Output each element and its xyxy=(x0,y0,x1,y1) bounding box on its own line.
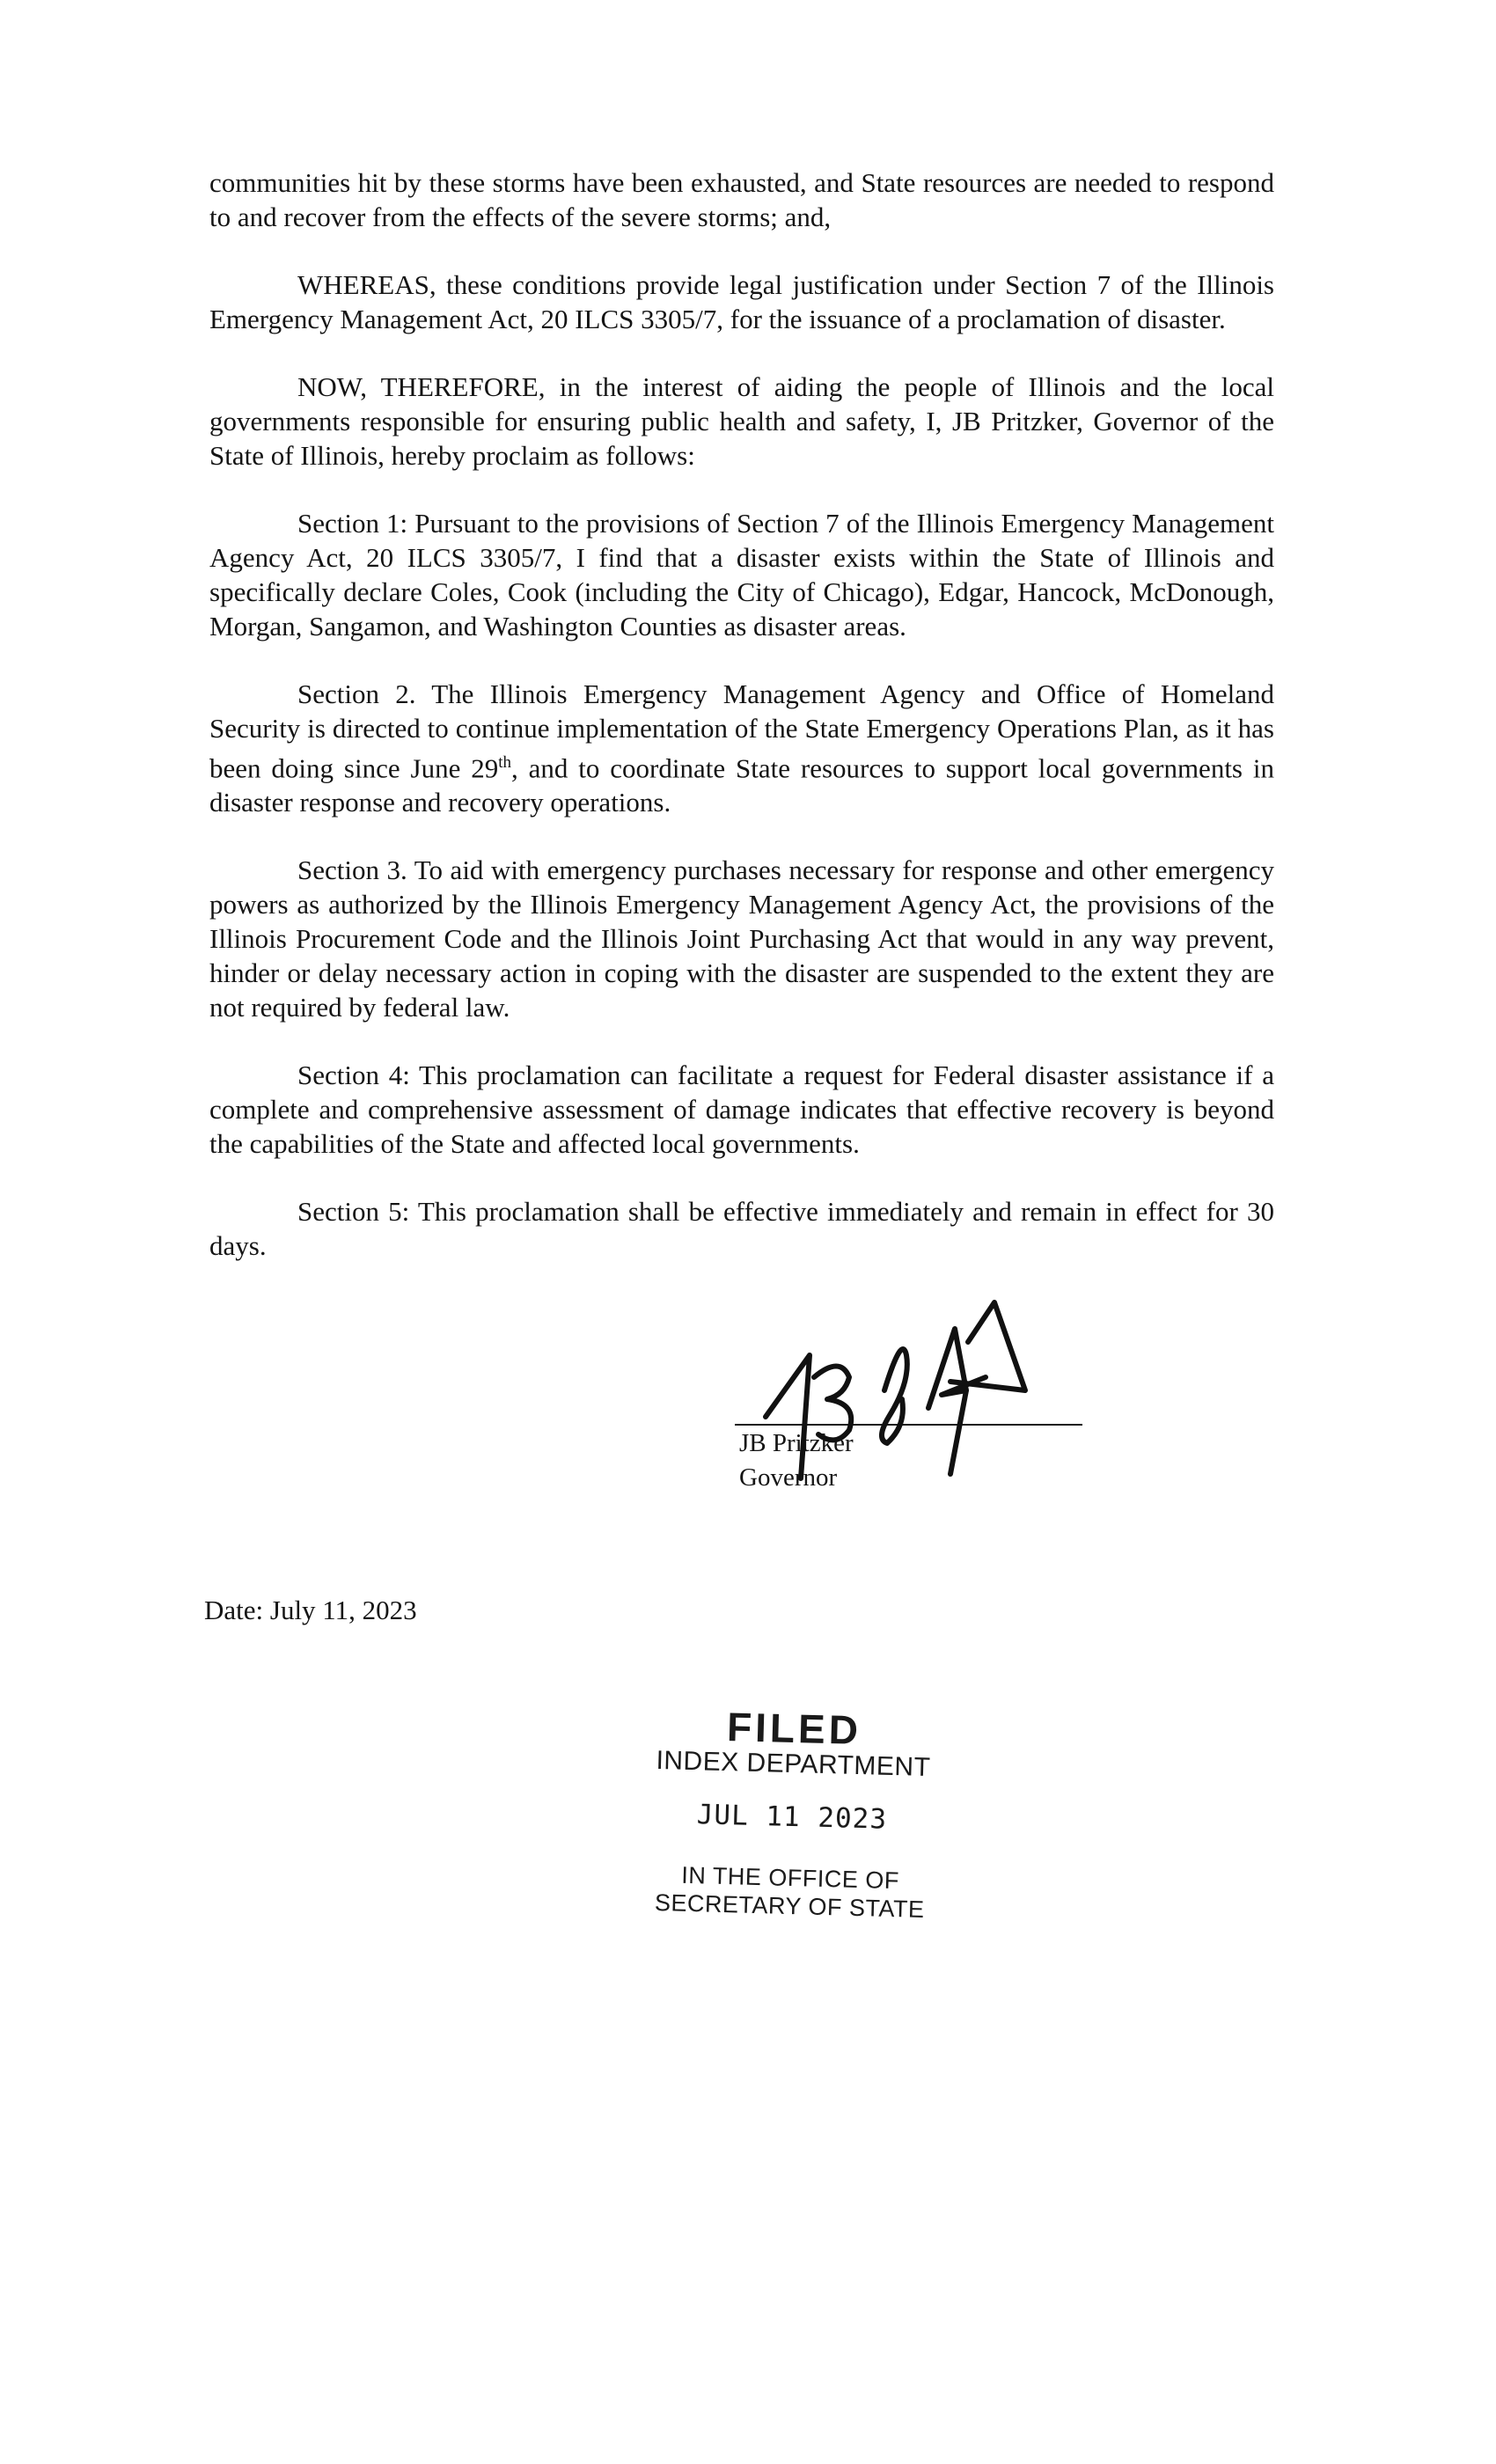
paragraph-section-2 xyxy=(209,677,1274,819)
paragraph-section-3: Section 3. To aid with emergency purchases necessary for response and other emergency powers as authorized by the Illinois Emergency Management Agency Act, the provisions of the Illinois Procurement Code and the Illinois Joint Purchasing Act that would in any way prevent, hinder or delay necessary action in coping with the disaster are suspended to the extent they are not required by federal law. xyxy=(209,854,1274,1023)
section-2-text: Section 2. The Illinois Emergency Management Agency and Office of Homeland Security is directed to continue implementation of the State Emergency Operations Plan, as it has been doing since June 29 xyxy=(209,678,1274,784)
stamp-department: INDEX DEPARTMENT xyxy=(656,1745,931,1783)
filed-stamp xyxy=(631,1703,953,1924)
stamp-date: JUL 11 2023 xyxy=(696,1799,888,1836)
paragraph-section-5: Section 5: This proclamation shall be effective immediately and remain in effect for 30 days. xyxy=(209,1196,1274,1262)
section-2-text-end: , and to coordinate State resources to support local governments in disaster response and recovery operations. xyxy=(209,752,1274,818)
paragraph-section-1: Section 1: Pursuant to the provisions of Section 7 of the Illinois Emergency Management Agency Act, 20 ILCS 3305/7, I find that a disaster exists within the State of Illinois and specifically declare Coles, Cook (including the City of Chicago), Edgar, Hancock, McDonough, Morgan, Sangamon, and Washington Counties as disaster areas. xyxy=(209,508,1274,642)
signature-block xyxy=(730,1294,1100,1496)
signer-name: JB Pritzker xyxy=(739,1429,854,1457)
date-line: Date: July 11, 2023 xyxy=(204,1595,417,1625)
signer-title: Governor xyxy=(739,1463,838,1492)
paragraph-continuation: communities hit by these storms have been exhausted, and State resources are needed to respond to and recover from the effects of the severe storms; and, xyxy=(209,167,1274,232)
paragraph-now-therefore: NOW, THEREFORE, in the interest of aiding the people of Illinois and the local governments responsible for ensuring public health and safety, I, JB Pritzker, Governor of the State of Illinois, hereby proclaim as follows: xyxy=(209,371,1274,471)
stamp-office-line-1: IN THE OFFICE OF xyxy=(680,1861,900,1895)
section-2-ordinal-suffix: th xyxy=(498,753,511,772)
stamp-filed-text: FILED xyxy=(726,1704,862,1754)
paragraph-whereas: WHEREAS, these conditions provide legal justification under Section 7 of the Illinois Emergency Management Act, 20 ILCS 3305/7, for the issuance of a proclamation of disaster. xyxy=(209,269,1274,334)
proclamation-body xyxy=(209,165,1274,1296)
paragraph-section-4: Section 4: This proclamation can facilitate a request for Federal disaster assistance if a complete and comprehensive assessment of damage indicates that effective recovery is beyond the capabilities of the State and affected local governments. xyxy=(209,1060,1274,1160)
stamp-office-line-2: SECRETARY OF STATE xyxy=(654,1888,925,1923)
handwritten-signature xyxy=(730,1294,1100,1496)
